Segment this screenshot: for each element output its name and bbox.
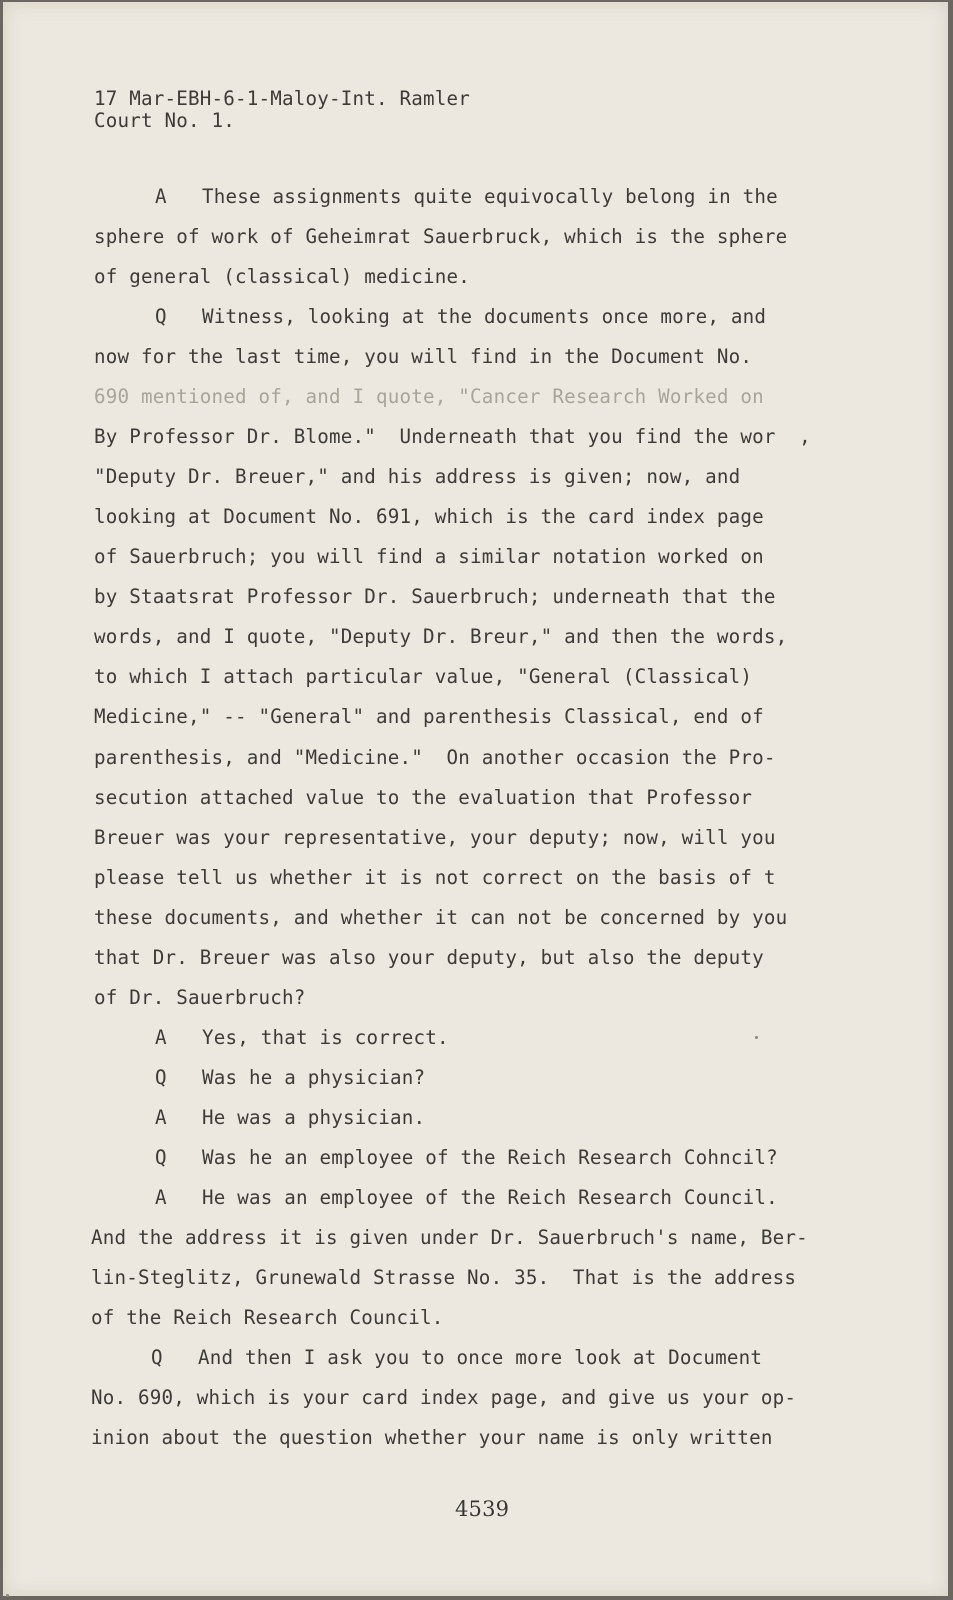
text-line-faded: 690 mentioned of, and I quote, "Cancer Research Worked on (94, 385, 764, 408)
text-line: A He was a physician. (155, 1106, 426, 1129)
text-line: A He was an employee of the Reich Research Council. (155, 1186, 778, 1209)
text-line: Q Witness, looking at the documents once more, and (155, 305, 767, 328)
text-line: By Professor Dr. Blome." Underneath that you find the wor , (94, 425, 811, 448)
text-line: And the address it is given under Dr. Sauerbruch's name, Ber- (91, 1226, 808, 1249)
text-line: by Staatsrat Professor Dr. Sauerbruch; underneath that the (94, 585, 776, 608)
text-line: that Dr. Breuer was also your deputy, but also the deputy (94, 946, 764, 969)
text-line: words, and I quote, "Deputy Dr. Breur," and then the words, (94, 625, 788, 648)
text-line: No. 690, which is your card index page, and give us your op- (91, 1386, 797, 1409)
text-line: lin-Steglitz, Grunewald Strasse No. 35. That is the address (91, 1266, 797, 1289)
text-line: now for the last time, you will find in the Document No. (94, 345, 753, 368)
text-line: Breuer was your representative, your deputy; now, will you (94, 826, 776, 849)
page-number: 4539 (455, 1497, 510, 1521)
text-line: parenthesis, and "Medicine." On another occasion the Pro- (94, 746, 776, 769)
text-line: these documents, and whether it can not be concerned by you (94, 906, 788, 929)
text-line: A These assignments quite equivocally belong in the (155, 185, 778, 208)
text-line: of Sauerbruch; you will find a similar notation worked on (94, 545, 764, 568)
paper-speck (6, 1594, 9, 1597)
text-line: Q And then I ask you to once more look at Document (151, 1346, 763, 1369)
text-line: Q Was he a physician? (155, 1066, 426, 1089)
text-line: Q Was he an employee of the Reich Research Cohncil? (155, 1146, 778, 1169)
text-line: Medicine," -- "General" and parenthesis Classical, end of (94, 705, 764, 728)
text-line: secution attached value to the evaluation that Professor (94, 786, 753, 809)
text-line: A Yes, that is correct. (155, 1026, 449, 1049)
text-line: looking at Document No. 691, which is the card index page (94, 505, 764, 528)
text-line: to which I attach particular value, "General (Classical) (94, 665, 753, 688)
text-line: of Dr. Sauerbruch? (94, 986, 306, 1009)
text-line: of general (classical) medicine. (94, 265, 471, 288)
header-reference: 17 Mar-EBH-6-1-Maloy-Int. Ramler (94, 87, 471, 110)
text-line: sphere of work of Geheimrat Sauerbruck, which is the sphere (94, 225, 788, 248)
paper-speck (755, 1036, 758, 1039)
text-line: "Deputy Dr. Breuer," and his address is given; now, and (94, 465, 741, 488)
text-line: of the Reich Research Council. (91, 1306, 444, 1329)
header-court: Court No. 1. (94, 109, 236, 132)
text-line: inion about the question whether your name is only written (91, 1426, 773, 1449)
text-line: please tell us whether it is not correct on the basis of t (94, 866, 776, 889)
document-page (3, 2, 948, 1596)
